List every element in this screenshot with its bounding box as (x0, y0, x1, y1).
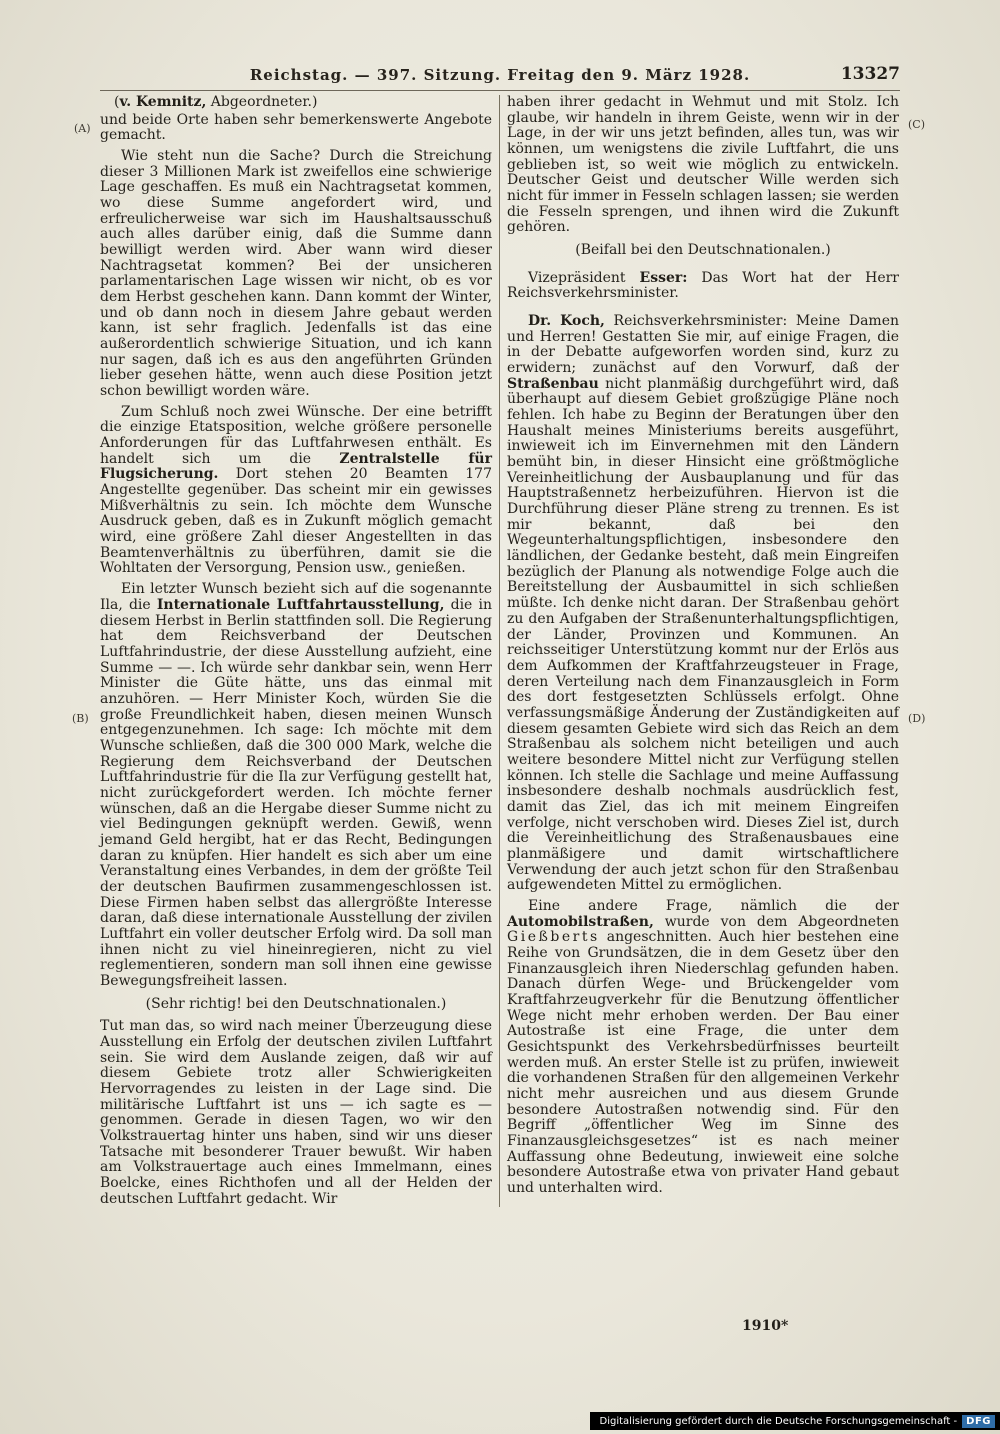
text-segment: ( (114, 94, 120, 110)
text-body (100, 95, 900, 1207)
paragraph (507, 314, 899, 894)
text-segment: wurde von dem Abgeordneten (653, 913, 899, 930)
text-segment: Ein letzter Wunsch bezieht sich auf die sogenannte Ila, die (100, 581, 492, 613)
text-segment: Reichsverkehrsminister: Meine Damen und Herren! Gestatten Sie mir, auf einige Fragen, die in der Debatte aufgeworfen worden sind, kurz zu erwidern; zunächst auf den Vorwurf, daß der (507, 313, 899, 377)
text-segment: Abgeordneter.) (206, 94, 318, 110)
paragraph (100, 113, 492, 144)
margin-letter-c: (C) (908, 118, 925, 131)
page-title: Reichstag. — 397. Sitzung. Freitag den 9. März 1928. (249, 66, 751, 84)
text-segment: Vizepräsident (528, 269, 640, 286)
text-segment: die in diesem Herbst in Berlin stattfinden soll. Die Regierung hat dem Reichsverband der Deutschen Luftfahrindustrie, der diese Ausstellung aufzieht, eine Summe — —. Ich würde sehr dankbar sein, wenn Herr Minister die Güte hätte, uns das einmal mit anzuhören. — Herr Minister Koch, würden Sie die große Freundlichkeit haben, diesen meinen Wunsch entgegenzunehmen. Ich sage: Ich möchte mit dem Wunsche schließen, daß die 300 000 Mark, welche die Regierung dem Reichsverband der Deutschen Luftfahrindustrie für die Ila zur Verfügung gestellt hat, nicht zurückgefordert werden. Ich möchte ferner wünschen, daß an die Hergabe dieser Summe nicht zu viel Bedingungen geknüpft werden. Gewiß, wenn jemand Geld hergibt, hat er das Recht, Bedingungen daran zu knüpfen. Hier handelt es sich aber um eine Veranstaltung eines Verbandes, in dem der größte Teil der deutschen Baufirmen zusammengeschlossen ist. Diese Firmen haben selbst das allergrößte Interesse daran, daß diese internationale Ausstellung der zivilen Luftfahrt ein voller deutscher Erfolg wird. Da soll man ihnen nicht zu viel hineinregieren, nicht zu viel reglementieren, sondern man soll ihnen eine gewisse Bewegungsfreiheit lassen. (100, 596, 492, 989)
page-header (100, 66, 900, 91)
text-segment: (Beifall bei den Deutschnationalen.) (575, 242, 831, 259)
text-segment: (Sehr richtig! bei den Deutschnationalen.) (145, 995, 447, 1012)
paragraph (507, 271, 899, 302)
emphasized-text: Internationale Luftfahrtausstellung, (156, 596, 445, 613)
text-segment: und beide Orte haben sehr bemerkenswerte Angebote gemacht. (100, 111, 492, 144)
emphasized-text: Straßenbau (507, 375, 599, 392)
margin-letter-a: (A) (74, 122, 91, 135)
text-segment: Dort stehen 20 Beamten 177 Angestellte gegenüber. Das scheint mir ein gewisses Mißverhältnis zu sein. Ich möchte dem Wunsche Ausdruck geben, daß es in Zukunft möglich gemacht wird, eine größere Zahl dieser Angestellten in das Beamtenverhältnis zu überführen, damit sie die Wohltaten der Versorgung, Pension usw., genießen. (100, 466, 492, 577)
left-column (100, 95, 492, 1207)
sheet-signature: 1910* (742, 1318, 789, 1334)
text-segment: angeschnitten. Auch hier bestehen eine Reihe von Grundsätzen, die in dem Gesetz über den Finanzausgleich ihren Niederschlag gefunden haben. Danach dürfen Wege- und Brückengelder vom Kraftfahrzeugverkehr für die Benutzung öffentlicher Wege nicht mehr erhoben werden. Der Bau einer Autostraße ist eine Frage, die unter dem Gesichtspunkt des Verkehrsbedürfnisses beurteilt werden muß. An erster Stelle ist zu prüfen, inwieweit die vorhandenen Straßen für den allgemeinen Verkehr nicht mehr ausreichen und aus diesem Grunde besondere Autostraßen notwendig sind. Für den Begriff „öffentlicher Weg im Sinne des Finanzausgleichsgesetzes“ ist es nach meiner Auffassung ohne Bedeutung, inwieweit eine solche besondere Autostraße etwa von privater Hand gebaut und unterhalten wird. (507, 929, 899, 1197)
text-segment: Wie steht nun die Sache? Durch die Streichung dieser 3 Millionen Mark ist zweifellos eine schwierige Lage geschaffen. Es muß ein Nachtragsetat kommen, wo diese Summe angefordert wird, und erfreulicherweise war sich im Haushaltsausschuß auch alles darüber einig, daß die Summe dann bewilligt werden wird. Aber wann wird dieser Nachtragsetat kommen? Bei der unsicheren parlamentarischen Lage wissen wir nicht, ob es vor dem Herbst geschehen kann. Dann kommt der Winter, und ob dann noch in diesem Jahre gebaut werden kann, ist sehr fraglich. Jedenfalls ist das eine außerordentlich schwierige Situation, und ich kann nur sagen, daß ich es aus den angeführten Gründen lieber gesehen hätte, wenn auch diese Position jetzt schon bewilligt worden wäre. (100, 148, 492, 400)
paragraph (100, 405, 492, 577)
text-segment: Eine andere Frage, nämlich die der (528, 897, 899, 914)
speaker-note (100, 95, 492, 111)
text-segment: Zum Schluß noch zwei Wünsche. Der eine betrifft die einzige Etatsposition, welche größere personelle Anforderungen für das Luftfahrwesen enthält. Es handelt sich um die (100, 403, 492, 467)
text-segment: Tut man das, so wird nach meiner Überzeugung diese Ausstellung ein Erfolg der deutschen zivilen Luftfahrt sein. Sie wird dem Auslande zeigen, daß wir auf diesem Gebiete trotz aller Schwierigkeiten Hervorragendes zu leisten in der Lage sind. Die militärische Luftfahrt ist uns — ich sagte es — genommen. Gerade in diesen Tagen, wo wir den Volkstrauertag hinter uns haben, sind wir uns dieser Tatsache mit besonderer Trauer bewußt. Wir haben am Volkstrauertage auch eines Immelmann, eines Boelcke, eines Richthofen und all der Helden der deutschen Luftfahrt gedacht. Wir (100, 1018, 492, 1207)
digitization-notice: Digitalisierung gefördert durch die Deutsche Forschungsgemeinschaft - (599, 1415, 958, 1427)
emphasized-text: Esser: (639, 269, 688, 286)
right-column (507, 95, 899, 1207)
paragraph (100, 1019, 492, 1207)
emphasized-text: Automobilstraßen, (507, 913, 654, 930)
paragraph (507, 95, 899, 236)
emphasized-text: Zentralstelle für Flugsicherung. (100, 450, 492, 483)
paragraph (100, 582, 492, 989)
paragraph (100, 149, 492, 400)
column-divider (499, 95, 500, 1207)
text-segment: Das Wort hat der Herr Reichsverkehrsminister. (507, 269, 899, 302)
stage-direction (100, 997, 492, 1013)
emphasized-text: Dr. Koch, (528, 313, 605, 330)
text-segment: haben ihrer gedacht in Wehmut und mit Stolz. Ich glaube, wir handeln in ihrem Geiste, wenn wir in der Lage, in der wir uns jetzt befinden, alles tun, was wir können, um wenigstens die zivile Luftfahrt, die uns geblieben ist, so weit wie möglich zu entwickeln. Deutscher Geist und deutscher Wille werden sich nicht für immer in Fesseln schlagen lassen; sie werden die Fesseln sprengen, und ihnen wird die Zukunft gehören. (507, 94, 899, 236)
page-number: 13327 (840, 64, 900, 84)
emphasized-text: v. Kemnitz, (119, 94, 207, 110)
dfg-bar (590, 1412, 1000, 1430)
margin-letter-b: (B) (72, 712, 89, 725)
dfg-logo-icon: DFG (962, 1415, 995, 1428)
margin-letter-d: (D) (908, 712, 926, 725)
stage-direction (507, 243, 899, 259)
paragraph (507, 899, 899, 1197)
text-segment: nicht planmäßig durchgeführt wird, daß überhaupt auf diesem Gebiet großzügige Pläne noch fehlen. Ich habe zu Beginn der Beratungen über den Haushalt meines Ministeriums bereits ausgeführt, inwieweit ich im Einvernehmen mit den Ländern bemüht bin, in dieser Hinsicht eine größtmögliche Vereinheitlichung der Ausbauplanung und für das Hauptstraßennetz herbeizuführen. Hiervon ist die Durchführung dieser Pläne streng zu trennen. Es ist mir bekannt, daß bei den Wegeunterhaltungspflichtigen, insbesondere den ländlichen, der Gedanke besteht, daß mein Eingreifen bezüglich der Planung als notwendige Folge auch die Bereitstellung der Ausbaumittel in sich schließen müßte. Ich denke nicht daran. Der Straßenbau gehört zu den Aufgaben der Straßenunterhaltungspflichtigen, der Länder, Provinzen und Kommunen. An reichsseitiger Unterstützung kommt nur der Erlös aus dem Aufkommen der Kraftfahrzeugsteuer in Frage, deren Verteilung nach dem Finanzausgleich in Form des dort festgesetzten Schlüssels erfolgt. Ohne verfassungsmäßige Änderung der Zuständigkeiten auf diesem gesamten Gebiete wird sich das Reich an dem Straßenbau als solchem nicht beteiligen und auch weitere besondere Mittel nicht zur Verfügung stellen können. Ich stelle die Sachlage und meine Auffassung insbesondere deshalb nochmals ausdrücklich fest, damit das Ziel, das ich mit meinem Eingreifen verfolge, nicht verschoben wird. Dieses Ziel ist, durch die Vereinheitlichung des Straßenausbaues eine planmäßigere und damit wirtschaftlichere Verwendung der auch jetzt schon für den Straßenbau aufgewendeten Mittel zu ermöglichen. (507, 375, 899, 894)
text-segment: Gießberts (507, 929, 600, 946)
